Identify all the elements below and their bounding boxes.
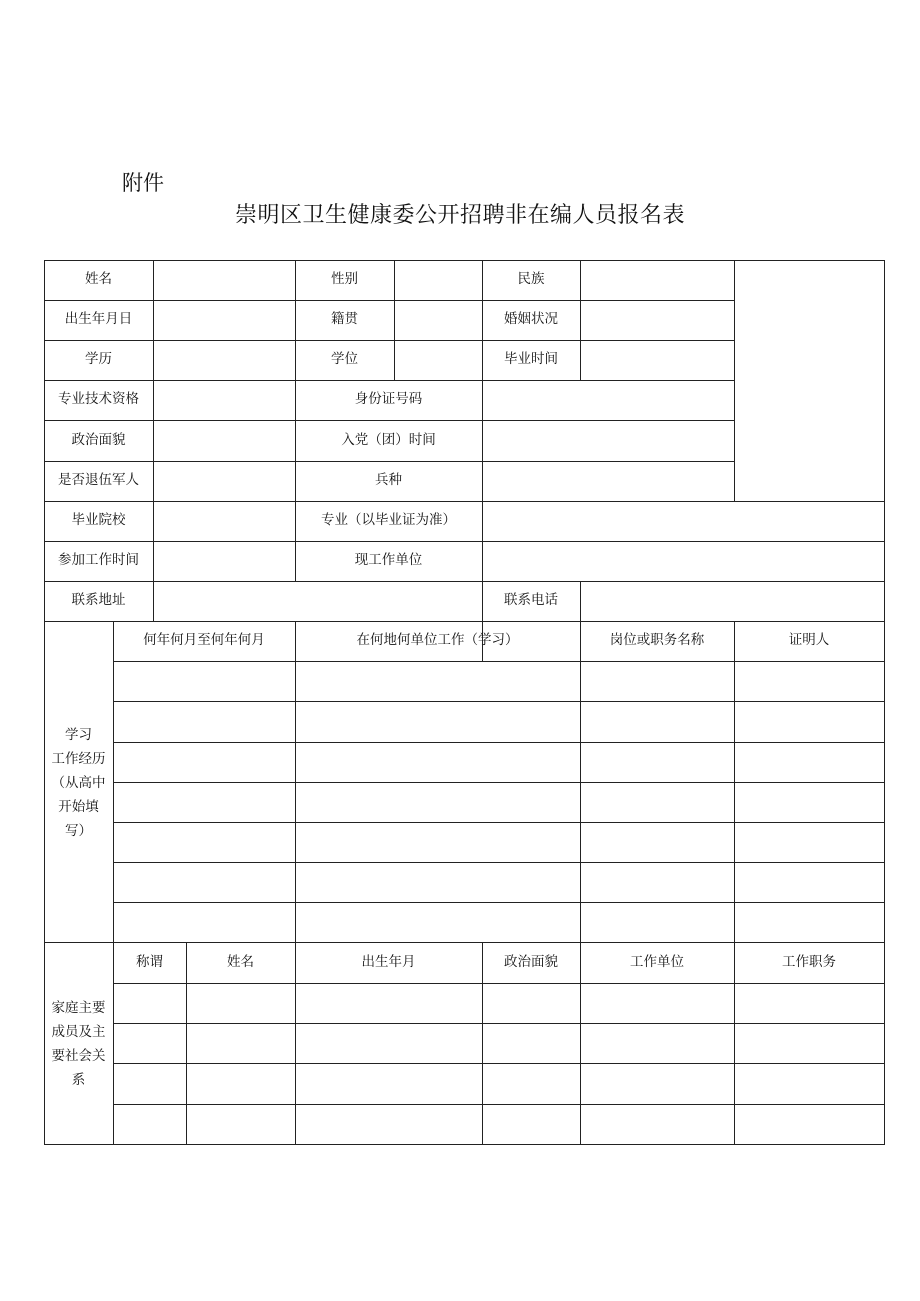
- row-line: [113, 902, 885, 903]
- history-col-period: 何年何月至何年何月: [143, 632, 265, 649]
- label-graduated-school: 毕业院校: [71, 512, 126, 529]
- family-col-name: 姓名: [227, 953, 254, 970]
- label-graduation-time: 毕业时间: [504, 351, 558, 368]
- row-line: [113, 782, 885, 783]
- label-service-branch: 兵种: [375, 472, 402, 489]
- label-birth-date: 出生年月日: [64, 311, 133, 328]
- label-political-status: 政治面貌: [71, 431, 126, 448]
- row-line: [113, 1063, 885, 1064]
- family-col-political-status: 政治面貌: [504, 953, 558, 970]
- label-phone: 联系电话: [504, 592, 558, 609]
- history-col-witness: 证明人: [788, 632, 830, 649]
- history-section-label: [44, 723, 113, 843]
- col-line: [113, 621, 114, 1144]
- table-border-bottom: [44, 1144, 885, 1145]
- label-major: 专业（以毕业证为准）: [321, 512, 456, 529]
- label-name: 姓名: [85, 271, 112, 288]
- label-gender: 性别: [331, 271, 358, 288]
- label-education: 学历: [85, 351, 112, 368]
- row-line: [113, 1104, 885, 1105]
- label-party-join-time: 入党（团）时间: [341, 431, 436, 448]
- family-col-relation: 称谓: [136, 953, 163, 970]
- row-line: [113, 983, 885, 984]
- col-line: [153, 260, 154, 621]
- family-section-label: [44, 996, 113, 1092]
- history-label-line: 开始填: [58, 799, 99, 815]
- family-label-line: 家庭主要: [51, 1000, 106, 1016]
- family-label-line: 成员及主: [51, 1024, 106, 1040]
- label-address: 联系地址: [71, 592, 126, 609]
- history-label-line: 写）: [65, 823, 92, 839]
- col-line: [734, 621, 735, 1144]
- family-label-line: 系: [71, 1072, 86, 1088]
- label-id-number: 身份证号码: [354, 391, 423, 408]
- label-is-veteran: 是否退伍军人: [58, 472, 139, 489]
- row-line: [113, 1023, 885, 1024]
- family-col-employer: 工作单位: [630, 953, 684, 970]
- label-native-place: 籍贯: [331, 311, 358, 328]
- family-col-job-title: 工作职务: [782, 953, 836, 970]
- history-label-line: （从高中: [51, 775, 106, 791]
- label-professional-qualification: 专业技术资格: [58, 391, 139, 408]
- family-col-birth: 出生年月: [361, 953, 416, 970]
- row-line: [113, 742, 885, 743]
- label-work-start-time: 参加工作时间: [58, 552, 139, 569]
- table-border-top: [44, 260, 885, 261]
- row-line: [113, 661, 885, 662]
- history-col-position: 岗位或职务名称: [609, 632, 705, 649]
- family-label-line: 要社会关: [51, 1048, 106, 1064]
- col-line: [734, 260, 735, 501]
- label-current-employer: 现工作单位: [354, 552, 423, 569]
- registration-table: [44, 260, 885, 1145]
- annex-label: 附件: [122, 171, 164, 195]
- history-col-organization: 在何地何单位工作（学习）: [356, 632, 519, 649]
- row-line: [44, 581, 885, 582]
- history-label-line: 工作经历: [51, 751, 106, 767]
- col-line: [580, 621, 581, 1144]
- form-title: 崇明区卫生健康委公开招聘非在编人员报名表: [234, 203, 685, 228]
- row-line: [113, 822, 885, 823]
- col-line: [580, 260, 581, 380]
- label-ethnicity: 民族: [517, 271, 545, 288]
- col-line: [295, 621, 296, 1144]
- col-line: [394, 260, 395, 380]
- row-line: [113, 862, 885, 863]
- history-label-line: 学习: [65, 727, 92, 743]
- table-border-right: [884, 260, 885, 1145]
- label-degree: 学位: [331, 351, 358, 368]
- row-line: [113, 701, 885, 702]
- label-marital-status: 婚姻状况: [504, 311, 558, 328]
